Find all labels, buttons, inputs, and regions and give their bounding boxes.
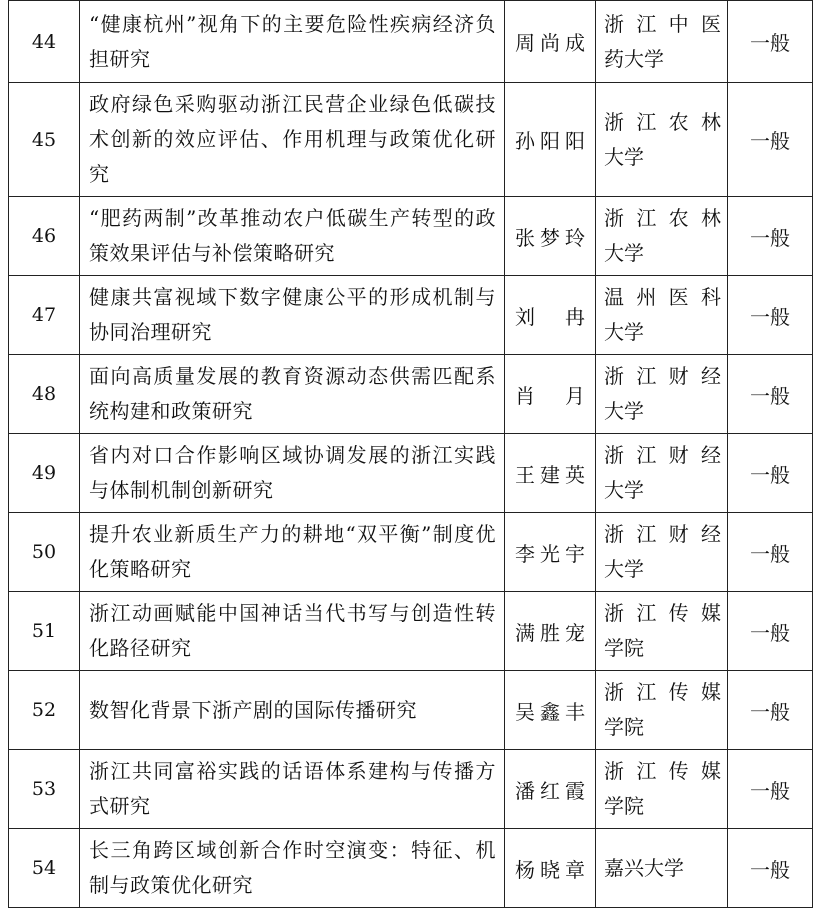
- project-title: 数智化背景下浙产剧的国际传播研究: [89, 697, 417, 722]
- project-title: 提升农业新质生产力的耕地“双平衡”制度优化策略研究: [89, 522, 496, 581]
- project-level: 一般: [728, 513, 813, 592]
- principal-name: 周尚成: [515, 31, 585, 55]
- project-level: 一般: [728, 750, 813, 829]
- principal-cell: [505, 83, 596, 197]
- row-number: 53: [9, 750, 80, 829]
- principal-cell: [505, 197, 596, 276]
- principal-name: 刘冉: [515, 304, 585, 329]
- institution-line-1: 浙江传媒: [604, 680, 721, 704]
- project-title-cell: [80, 1, 505, 83]
- institution-line-1: 温州医科: [604, 285, 721, 309]
- project-level: 一般: [728, 355, 813, 434]
- principal-cell: [505, 592, 596, 671]
- project-level: 一般: [728, 1, 813, 83]
- project-title: 浙江共同富裕实践的话语体系建构与传播方式研究: [89, 759, 496, 818]
- institution-line-2: 学院: [604, 715, 644, 739]
- row-number: 52: [9, 671, 80, 750]
- project-table: [8, 0, 813, 908]
- table-row: [9, 276, 813, 355]
- principal-cell: [505, 1, 596, 83]
- project-title: 长三角跨区域创新合作时空演变：特征、机制与政策优化研究: [89, 838, 496, 897]
- principal-cell: [505, 355, 596, 434]
- project-title-cell: [80, 671, 505, 750]
- institution-line-1: 浙江农林: [604, 206, 721, 230]
- table-row: [9, 1, 813, 83]
- institution-line-2: 药大学: [604, 46, 664, 71]
- institution-line-2: 学院: [604, 794, 644, 818]
- principal-name: 王建英: [515, 462, 585, 487]
- project-title: 浙江动画赋能中国神话当代书写与创造性转化路径研究: [89, 601, 496, 660]
- project-title: 省内对口合作影响区域协调发展的浙江实践与体制机制创新研究: [89, 443, 496, 502]
- institution-line-1: 浙江传媒: [604, 601, 721, 625]
- principal-name: 杨晓章: [515, 857, 585, 882]
- row-number: 48: [9, 355, 80, 434]
- institution-line-1: 浙江财经: [604, 522, 721, 546]
- row-number: 49: [9, 434, 80, 513]
- institution-cell: [596, 750, 728, 829]
- institution-line-2: 大学: [604, 557, 644, 581]
- institution-cell: [596, 355, 728, 434]
- project-title-cell: [80, 829, 505, 908]
- principal-name: 吴鑫丰: [515, 699, 585, 724]
- institution-line-1: 浙江农林: [604, 109, 721, 134]
- table-row: [9, 592, 813, 671]
- institution-cell: [596, 671, 728, 750]
- institution-line-1: 浙江财经: [604, 443, 721, 467]
- table-row: [9, 513, 813, 592]
- table-row: [9, 671, 813, 750]
- table-row: [9, 750, 813, 829]
- institution-line-1: 浙江传媒: [604, 759, 721, 783]
- institution-line-1: 浙江财经: [604, 364, 721, 388]
- project-title: 健康共富视域下数字健康公平的形成机制与协同治理研究: [89, 285, 496, 344]
- table-row: [9, 83, 813, 197]
- principal-name: 李光宇: [515, 541, 585, 566]
- row-number: 46: [9, 197, 80, 276]
- project-level: 一般: [728, 197, 813, 276]
- principal-name: 潘红霞: [515, 778, 585, 803]
- principal-cell: [505, 513, 596, 592]
- principal-cell: [505, 829, 596, 908]
- project-title-cell: [80, 513, 505, 592]
- project-level: 一般: [728, 829, 813, 908]
- project-level: 一般: [728, 671, 813, 750]
- principal-cell: [505, 750, 596, 829]
- table-row: [9, 355, 813, 434]
- project-level: 一般: [728, 434, 813, 513]
- principal-cell: [505, 276, 596, 355]
- row-number: 50: [9, 513, 80, 592]
- institution-line-2: 大学: [604, 399, 644, 423]
- project-table-body: [9, 1, 813, 908]
- institution-cell: [596, 276, 728, 355]
- table-row: [9, 829, 813, 908]
- institution-cell: [596, 83, 728, 197]
- principal-name: 满胜宠: [515, 620, 585, 645]
- institution-cell: [596, 513, 728, 592]
- principal-cell: [505, 671, 596, 750]
- institution-line-2: 大学: [604, 478, 644, 502]
- project-title: “肥药两制”改革推动农户低碳生产转型的政策效果评估与补偿策略研究: [89, 206, 496, 265]
- institution-line-1: 浙江中医: [604, 11, 721, 36]
- row-number: 54: [9, 829, 80, 908]
- principal-name: 孙阳阳: [515, 129, 585, 153]
- project-title-cell: [80, 83, 505, 197]
- project-level: 一般: [728, 83, 813, 197]
- institution-cell: [596, 197, 728, 276]
- row-number: 44: [9, 1, 80, 83]
- project-title-cell: [80, 197, 505, 276]
- institution-cell: [596, 829, 728, 908]
- institution-cell: [596, 434, 728, 513]
- table-row: [9, 434, 813, 513]
- project-title-cell: [80, 434, 505, 513]
- row-number: 51: [9, 592, 80, 671]
- institution-line-1: 嘉兴大学: [604, 855, 684, 880]
- table-row: [9, 197, 813, 276]
- project-title-cell: [80, 592, 505, 671]
- principal-name: 张梦玲: [515, 225, 585, 250]
- row-number: 47: [9, 276, 80, 355]
- principal-name: 肖月: [515, 383, 585, 408]
- project-title-cell: [80, 355, 505, 434]
- row-number: 45: [9, 83, 80, 197]
- project-title: “健康杭州”视角下的主要危险性疾病经济负担研究: [89, 11, 496, 71]
- institution-line-2: 大学: [604, 320, 644, 344]
- project-title: 政府绿色采购驱动浙江民营企业绿色低碳技术创新的效应评估、作用机理与政策优化研究: [89, 92, 496, 186]
- institution-line-2: 大学: [604, 241, 644, 265]
- project-level: 一般: [728, 276, 813, 355]
- institution-line-2: 大学: [604, 144, 644, 169]
- principal-cell: [505, 434, 596, 513]
- institution-cell: [596, 1, 728, 83]
- project-title-cell: [80, 750, 505, 829]
- institution-line-2: 学院: [604, 636, 644, 660]
- institution-cell: [596, 592, 728, 671]
- project-title-cell: [80, 276, 505, 355]
- project-level: 一般: [728, 592, 813, 671]
- project-title: 面向高质量发展的教育资源动态供需匹配系统构建和政策研究: [89, 364, 496, 423]
